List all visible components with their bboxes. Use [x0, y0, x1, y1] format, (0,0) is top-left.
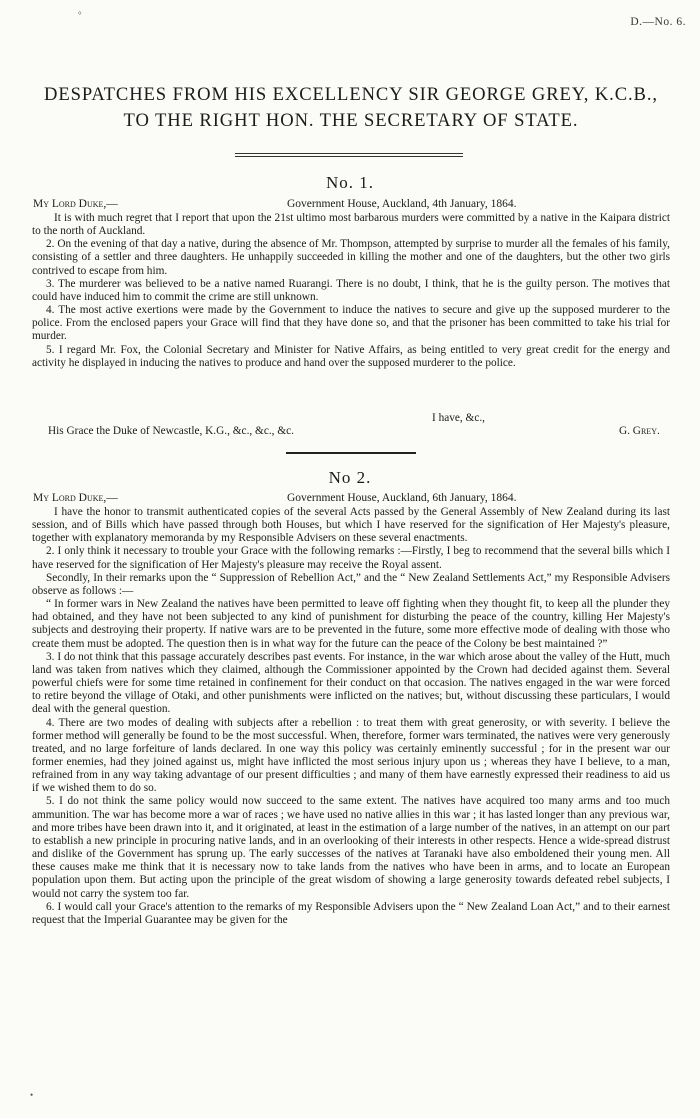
paragraph: “ In former wars in New Zealand the natives have been permitted to leave off fighting when they thought fit, to keep all the plunder they had obtained, and they have not been subjected to any kind of punishment for disturbing the peace of the country, killing Her Majesty's subjects and destroying their property. If native wars are to be prevented in the future, some more effective mode of dealing with those who create them must be adopted. The question then is in what way for the future can the peace of the Colony be best maintained ?” [32, 598, 670, 650]
document-title [26, 82, 676, 134]
closing-phrase: I have, &c., [432, 412, 486, 424]
paragraph: 6. I would call your Grace's attention to the remarks of my Responsible Advisers upon the “ New Zealand Loan Act,” and to their earnest request that the Imperial Guarantee may be given for the [32, 900, 670, 926]
despatch-1-dateline: Government House, Auckland, 4th January, 1864. [287, 198, 517, 210]
despatch-2-dateline: Government House, Auckland, 6th January, 1864. [287, 492, 517, 504]
despatch-divider [286, 452, 416, 454]
paragraph: Secondly, In their remarks upon the “ Suppression of Rebellion Act,” and the “ New Zealand Settlements Act,” my Responsible Advisers observe as follows :— [32, 571, 670, 597]
despatch-2-number: No 2. [328, 468, 372, 487]
despatch-1-number: No. 1. [325, 173, 375, 192]
addressee: His Grace the Duke of Newcastle, K.G., &c., &c., &c. [48, 425, 294, 437]
despatch-2-body [32, 506, 670, 927]
despatch-2-salutation: My Lord Duke,— [33, 492, 118, 504]
paragraph: I have the honor to transmit authenticated copies of the several Acts passed by the General Assembly of New Zealand during its last session, and of Bills which have passed through both Houses, but which I have reserved for the signification of Her Majesty's pleasure, together with explanatory memoranda by my Responsible Advisers on these several enactments. [32, 506, 670, 545]
despatch-1-closing [32, 412, 670, 440]
paragraph: 5. I do not think the same policy would now succeed to the same extent. The natives have acquired too many arms and too much ammunition. The war has become more a war of races ; we have used no native allies in this war ; it has lasted longer than any previous war, and more tribes have been drawn into it, and it originated, at least in the estimation of a large number of the natives, in an attempt on our part to establish a new principle in procuring native lands, and in an overlooking of their interests in other respects. Hence a wide-spread distrust and dislike of the Government has sprung up. The early successes of the natives at Taranaki have also emboldened their young men. All these causes make me think that it is necessary now to take lands from the natives who have been in arms, and to locate an European population upon them. But acting upon the principle of the great wisdom of showing a large generosity towards defeated rebel subjects, I would not carry the system too far. [32, 795, 670, 900]
paragraph: 2. I only think it necessary to trouble your Grace with the following remarks :—Firstly, I beg to recommend that the several bills which I have reserved for the signification of Her Majesty's pleasure may receive the Royal assent. [32, 545, 670, 571]
title-line-2: TO THE RIGHT HON. THE SECRETARY OF STATE. [123, 110, 579, 131]
paragraph: 4. The most active exertions were made by the Government to induce the natives to secure and give up the supposed murderer to the police. From the enclosed papers your Grace will find that they have done so, and that the prisoner has been committed to take his trial for murder. [32, 304, 670, 343]
title-divider [235, 153, 463, 157]
paragraph: 3. The murderer was believed to be a native named Ruarangi. There is no doubt, I think, that he is the guilty person. The motives that could have induced him to commit the crime are still unknown. [32, 277, 670, 303]
paragraph: 4. There are two modes of dealing with subjects after a rebellion : to treat them with great generosity, or with severity. I believe the former method will generally be found to be the most successful. When, therefore, former wars terminated, the natives were very generously treated, and no large forfeiture of lands declared. In one way this policy was certainly eminently successful ; for in the present war our former enemies, had they joined against us, might have inflicted the most serious injury upon us ; whereas they have I believe, to a man, refrained from in any way taking advantage of our present difficulties ; and many of them have earnestly expressed their readiness to aid us if we wished them to do so. [32, 716, 670, 795]
despatch-1-body [32, 212, 670, 370]
paragraph: 2. On the evening of that day a native, during the absence of Mr. Thompson, attempted by surprise to murder all the females of his family, consisting of a settler and three daughters. He unhappily succeeded in killing the mother and one of the daughters, but the other two girls contrived to escape from him. [32, 238, 670, 277]
despatch-1-salutation: My Lord Duke,— [33, 198, 118, 210]
speck-mark: • [30, 1090, 34, 1100]
speck-mark: ° [78, 10, 82, 20]
title-line-1: DESPATCHES FROM HIS EXCELLENCY SIR GEORGE GREY, K.C.B., [44, 84, 658, 105]
paragraph: 3. I do not think that this passage accurately describes past events. For instance, in the war which arose about the valley of the Hutt, much land was taken from natives which they claimed, although the Commissioner appointed by the Crown had decided against them. Several powerful chiefs were for some time retained in confinement for their conduct on that occasion. The natives engaged in the war were forced to retire beyond the village of Otaki, and other punishments were inflicted on the natives; but, without discussing these particulars, I would deal with the general question. [32, 650, 670, 716]
paragraph: It is with much regret that I report that upon the 21st ultimo most barbarous murders were committed by a native in the Kaipara district to the north of Auckland. [32, 212, 670, 238]
paragraph: 5. I regard Mr. Fox, the Colonial Secretary and Minister for Native Affairs, as being entitled to very great credit for the energy and activity he displayed in inducing the natives to produce and hand over the supposed murderer to the police. [32, 343, 670, 369]
signature: G. Grey. [619, 425, 660, 437]
page-reference: D.—No. 6. [630, 16, 686, 28]
